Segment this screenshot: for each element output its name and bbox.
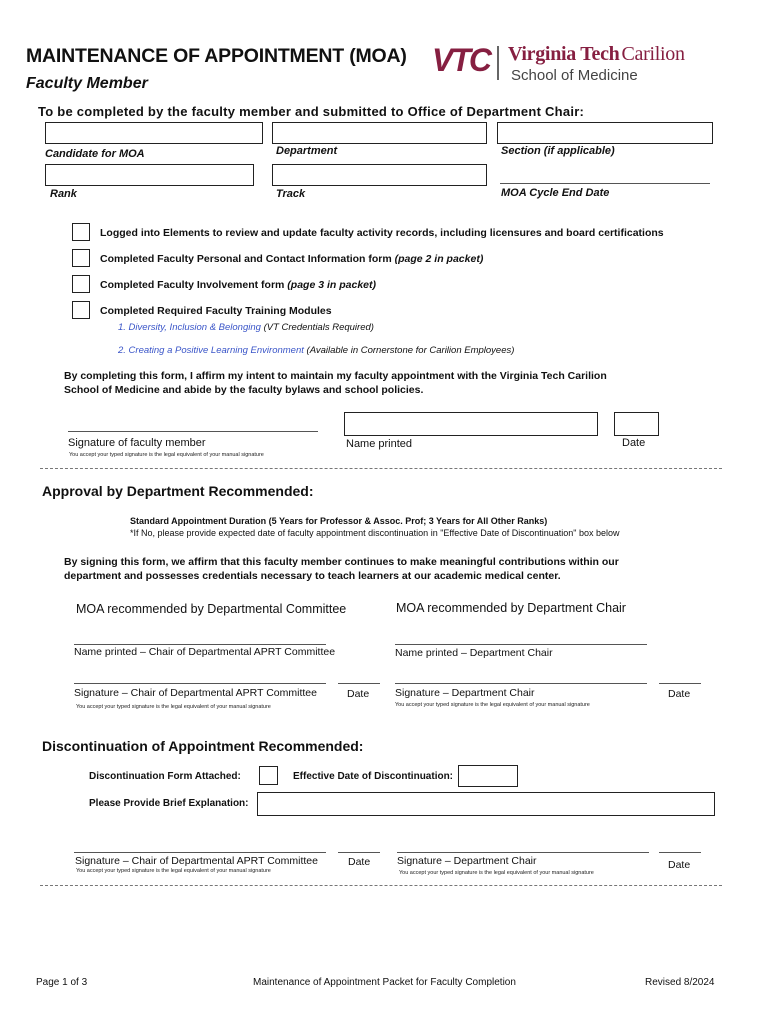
involvement-form-note: (page 3 in packet) [287,279,376,291]
faculty-affirm-line1: By completing this form, I affirm my intent to maintain my faculty appointment with the Virginia Tech Carilion [64,370,607,382]
personal-form-text: Completed Faculty Personal and Contact Information form [100,253,395,265]
track-input[interactable] [272,164,487,186]
checklist-item-personal-form [100,253,483,265]
checklist-item-involvement-form [100,279,376,291]
section-divider [40,468,722,469]
chair-date-line[interactable] [659,683,701,684]
candidate-label: Candidate for MOA [45,148,145,160]
disc-chair-signature-label: Signature – Department Chair [397,855,537,867]
disc-chair-date-label: Date [668,859,691,871]
committee-name-label: Name printed – Chair of Departmental APRT Committee [74,646,336,658]
committee-signature-label: Signature – Chair of Departmental APRT Committee [74,687,317,699]
faculty-date-input[interactable] [614,412,659,436]
checklist-item-elements: Logged into Elements to review and update faculty activity records, including licensures and board certifications [100,227,664,239]
checkbox-personal-form[interactable] [72,249,90,267]
effective-date-input[interactable] [458,765,518,787]
learning-env-module-link[interactable]: 2. Creating a Positive Learning Environment [118,345,304,356]
section-input[interactable] [497,122,713,144]
footer-page-number: Page 1 of 3 [36,977,88,988]
department-label: Department [276,145,338,157]
disc-committee-date-line[interactable] [338,852,380,853]
committee-recommended: MOA recommended by Departmental Committee [76,602,347,616]
faculty-name-label: Name printed [346,438,413,450]
personal-form-note: (page 2 in packet) [394,253,484,265]
footer-title: Maintenance of Appointment Packet for Faculty Completion [253,977,516,988]
checklist-item-training: Completed Required Faculty Training Modules [100,305,332,317]
vtc-logo-mark: VTC [432,42,490,78]
disc-committee-signature-line[interactable] [74,852,326,853]
candidate-input[interactable] [45,122,263,144]
vtc-logo [432,42,732,86]
chair-recommended: MOA recommended by Department Chair [396,601,626,615]
rank-label: Rank [50,188,77,200]
faculty-signature-label: Signature of faculty member [68,437,206,449]
logo-school-name [508,43,685,66]
faculty-instruction: To be completed by the faculty member and submitted to Office of Department Chair: [38,104,585,119]
disc-committee-signature-note: You accept your typed signature is the legal equivalent of your manual signature [76,868,271,874]
committee-date-line[interactable] [338,683,380,684]
faculty-affirm-line2: School of Medicine and abide by the faculty bylaws and school policies. [64,384,424,396]
faculty-signature-line[interactable] [68,431,318,432]
disc-committee-signature-label: Signature – Chair of Departmental APRT Committee [75,855,318,867]
department-input[interactable] [272,122,487,144]
logo-name-vt: Virginia Tech [508,43,620,65]
disc-chair-signature-note: You accept your typed signature is the legal equivalent of your manual signature [399,870,594,876]
footer-revised: Revised 8/2024 [645,977,715,988]
faculty-name-input[interactable] [344,412,598,436]
approval-duration: Standard Appointment Duration (5 Years for Professor & Assoc. Prof; 3 Years for All Other Ranks) [130,516,548,526]
training-module-1 [118,322,374,333]
chair-signature-note: You accept your typed signature is the legal equivalent of your manual signature [395,702,590,708]
faculty-date-label: Date [622,437,646,449]
chair-name-label: Name printed – Department Chair [395,647,553,659]
committee-signature-note: You accept your typed signature is the legal equivalent of your manual signature [76,704,271,710]
disc-committee-date-label: Date [348,856,371,868]
page-subtitle: Faculty Member [26,75,148,92]
explanation-input[interactable] [257,792,715,816]
approval-if-no: *If No, please provide expected date of faculty appointment discontinuation in "Effective Date of Discontinuation" box below [130,528,620,538]
chair-date-label: Date [668,688,691,700]
discontinuation-heading: Discontinuation of Appointment Recommended: [42,738,364,754]
logo-school-of-medicine: School of Medicine [511,67,638,84]
rank-input[interactable] [45,164,254,186]
page-title: MAINTENANCE OF APPOINTMENT (MOA) [26,45,407,67]
disc-chair-date-line[interactable] [659,852,701,853]
approval-affirm-line1: By signing this form, we affirm that this faculty member continues to make meaningful contributions within our [64,556,619,568]
approval-affirm-line2: department and possesses credentials necessary to teach learners at our academic medical center. [64,570,561,582]
effective-date-label: Effective Date of Discontinuation: [293,771,454,782]
form-attached-checkbox[interactable] [259,766,278,785]
committee-name-line[interactable] [74,644,326,645]
track-label: Track [276,188,306,200]
chair-signature-label: Signature – Department Chair [395,687,535,699]
logo-name-carilion: Carilion [621,43,685,65]
training-module-2 [118,345,514,356]
logo-divider [497,46,499,80]
checkbox-training-modules[interactable] [72,301,90,319]
cycle-date-label: MOA Cycle End Date [501,187,610,199]
committee-signature-line[interactable] [74,683,326,684]
chair-signature-line[interactable] [395,683,647,684]
learning-env-module-note: (Available in Cornerstone for Carilion Employees) [303,345,515,356]
form-attached-label: Discontinuation Form Attached: [89,771,241,782]
disc-chair-signature-line[interactable] [397,852,649,853]
diversity-module-link[interactable]: 1. Diversity, Inclusion & Belonging [118,322,261,333]
checkbox-elements[interactable] [72,223,90,241]
explanation-label: Please Provide Brief Explanation: [89,798,249,809]
checkbox-involvement-form[interactable] [72,275,90,293]
section-label: Section (if applicable) [501,145,615,157]
bottom-divider [40,885,722,886]
chair-name-line[interactable] [395,644,647,645]
approval-heading: Approval by Department Recommended: [42,483,314,499]
committee-date-label: Date [347,688,370,700]
faculty-signature-note: You accept your typed signature is the legal equivalent of your manual signature [69,452,264,458]
cycle-date-line[interactable] [500,183,710,184]
involvement-form-text: Completed Faculty Involvement form [100,279,288,291]
diversity-module-note: (VT Credentials Required) [260,322,374,333]
